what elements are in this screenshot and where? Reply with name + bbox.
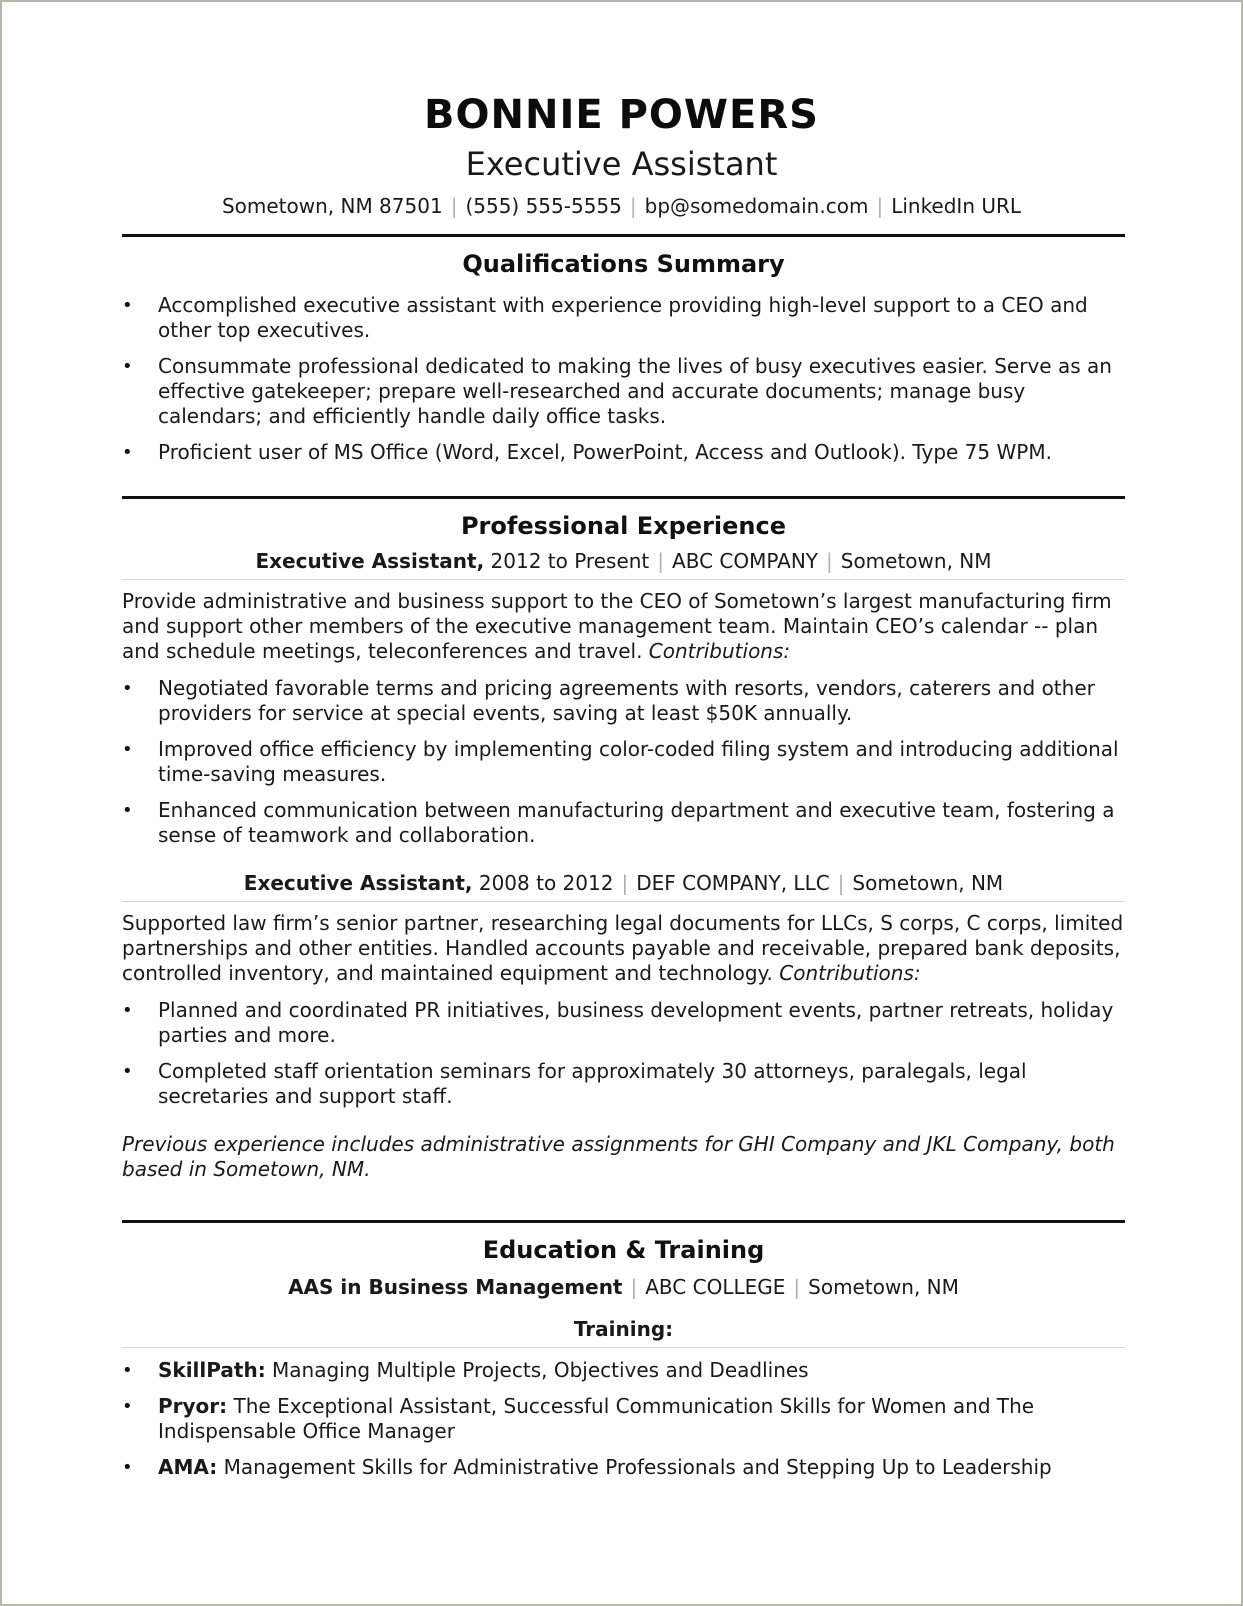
school-name: ABC COLLEGE (645, 1275, 786, 1299)
qualifications-section (122, 234, 1125, 465)
list-item: • Negotiated favorable terms and pricing agreements with resorts, vendors, caterers and other providers for service at special events, saving at least $50K annually. (122, 676, 1125, 726)
contributions-label: Contributions: (779, 961, 921, 985)
separator: | (450, 194, 458, 218)
list-item: • Proficient user of MS Office (Word, Excel, PowerPoint, Access and Outlook). Type 75 WPM. (122, 440, 1125, 465)
job-summary-text: Supported law firm’s senior partner, researching legal documents for LLCs, S corps, C corps, limited partnerships and other entities. Handled accounts payable and receivable, prepared bank deposits, controlled inventory, and maintained equipment and technology. (122, 911, 1124, 985)
list-item: • Planned and coordinated PR initiatives, business development events, partner retreats, holiday parties and more. (122, 998, 1125, 1048)
job-company: ABC COMPANY (672, 549, 818, 573)
job-role: Executive Assistant, (243, 871, 473, 895)
list-item: • Accomplished executive assistant with experience providing high-level support to a CEO and other top executives. (122, 293, 1125, 343)
separator: | (621, 871, 629, 895)
job-contributions-list (122, 676, 1125, 848)
job-location: Sometown, NM (840, 549, 992, 573)
contact-phone: (555) 555-5555 (465, 194, 622, 218)
contact-linkedin[interactable]: LinkedIn URL (891, 194, 1022, 218)
job-summary (122, 911, 1125, 986)
separator: | (657, 549, 665, 573)
separator: | (629, 194, 637, 218)
education-section (122, 1220, 1125, 1480)
training-list (122, 1358, 1125, 1480)
job-dates: 2008 to 2012 (478, 871, 614, 895)
section-title: Education & Training (482, 1236, 765, 1264)
job-summary (122, 589, 1125, 664)
training-provider: SkillPath: (158, 1358, 266, 1382)
separator: | (630, 1275, 638, 1299)
contact-address: Sometown, NM 87501 (221, 194, 443, 218)
candidate-name: BONNIE POWERS (424, 92, 819, 138)
section-rule (122, 234, 1125, 237)
section-rule (122, 1220, 1125, 1223)
separator: | (826, 549, 833, 573)
training-text: Management Skills for Administrative Professionals and Stepping Up to Leadership (223, 1455, 1052, 1479)
training-text: Managing Multiple Projects, Objectives and Deadlines (272, 1358, 809, 1382)
experience-section (122, 496, 1125, 1182)
section-rule (122, 496, 1125, 499)
contact-email[interactable]: bp@somedomain.com (644, 194, 869, 218)
contact-line (2, 192, 1241, 220)
separator: | (837, 871, 845, 895)
contributions-label: Contributions: (648, 639, 791, 663)
job-heading (122, 547, 1125, 575)
training-provider: Pryor: (158, 1394, 228, 1418)
list-item (122, 1358, 1125, 1383)
separator: | (793, 1275, 801, 1299)
job-dates: 2012 to Present (490, 549, 650, 573)
training-text: The Exceptional Assistant, Successful Communication Skills for Women and The Indispensable Office Manager (158, 1394, 1035, 1443)
job-contributions-list (122, 998, 1125, 1109)
previous-experience-note: Previous experience includes administrative assignments for GHI Company and JKL Company, both based in Sometown, NM. (122, 1132, 1115, 1181)
list-item (122, 1394, 1125, 1444)
job-summary-text: Provide administrative and business support to the CEO of Sometown’s largest manufacturing firm and support other members of the executive management team. Maintain CEO’s calendar -- plan and schedule meetings, teleconferences and travel. (122, 589, 1112, 663)
training-provider: AMA: (158, 1455, 218, 1479)
job-role: Executive Assistant, (255, 549, 485, 573)
job-heading (122, 869, 1125, 897)
separator: | (876, 194, 884, 218)
degree-line (122, 1273, 1125, 1301)
section-title: Professional Experience (460, 512, 787, 540)
job-company: DEF COMPANY, LLC (636, 871, 830, 895)
list-item: • Improved office efficiency by implementing color-coded filing system and introducing additional time-saving measures. (122, 737, 1125, 787)
degree-name: AAS in Business Management (288, 1275, 623, 1299)
section-title: Qualifications Summary (462, 250, 785, 278)
resume-header (2, 88, 1241, 220)
candidate-title: Executive Assistant (465, 145, 778, 183)
training-label: Training: (573, 1317, 674, 1341)
school-location: Sometown, NM (808, 1275, 959, 1299)
qualifications-list (122, 293, 1125, 465)
job-location: Sometown, NM (852, 871, 1004, 895)
list-item: • Consummate professional dedicated to making the lives of busy executives easier. Serve as an effective gatekeeper; prepare well-researched and accurate documents; manage busy calendars; and efficiently handle daily office tasks. (122, 354, 1125, 429)
job-rule (122, 901, 1125, 902)
list-item: • Completed staff orientation seminars for approximately 30 attorneys, paralegals, legal secretaries and support staff. (122, 1059, 1125, 1109)
list-item: • Enhanced communication between manufacturing department and executive team, fostering a sense of teamwork and collaboration. (122, 798, 1125, 848)
training-rule (122, 1347, 1125, 1348)
list-item (122, 1455, 1125, 1480)
job-rule (122, 579, 1125, 580)
